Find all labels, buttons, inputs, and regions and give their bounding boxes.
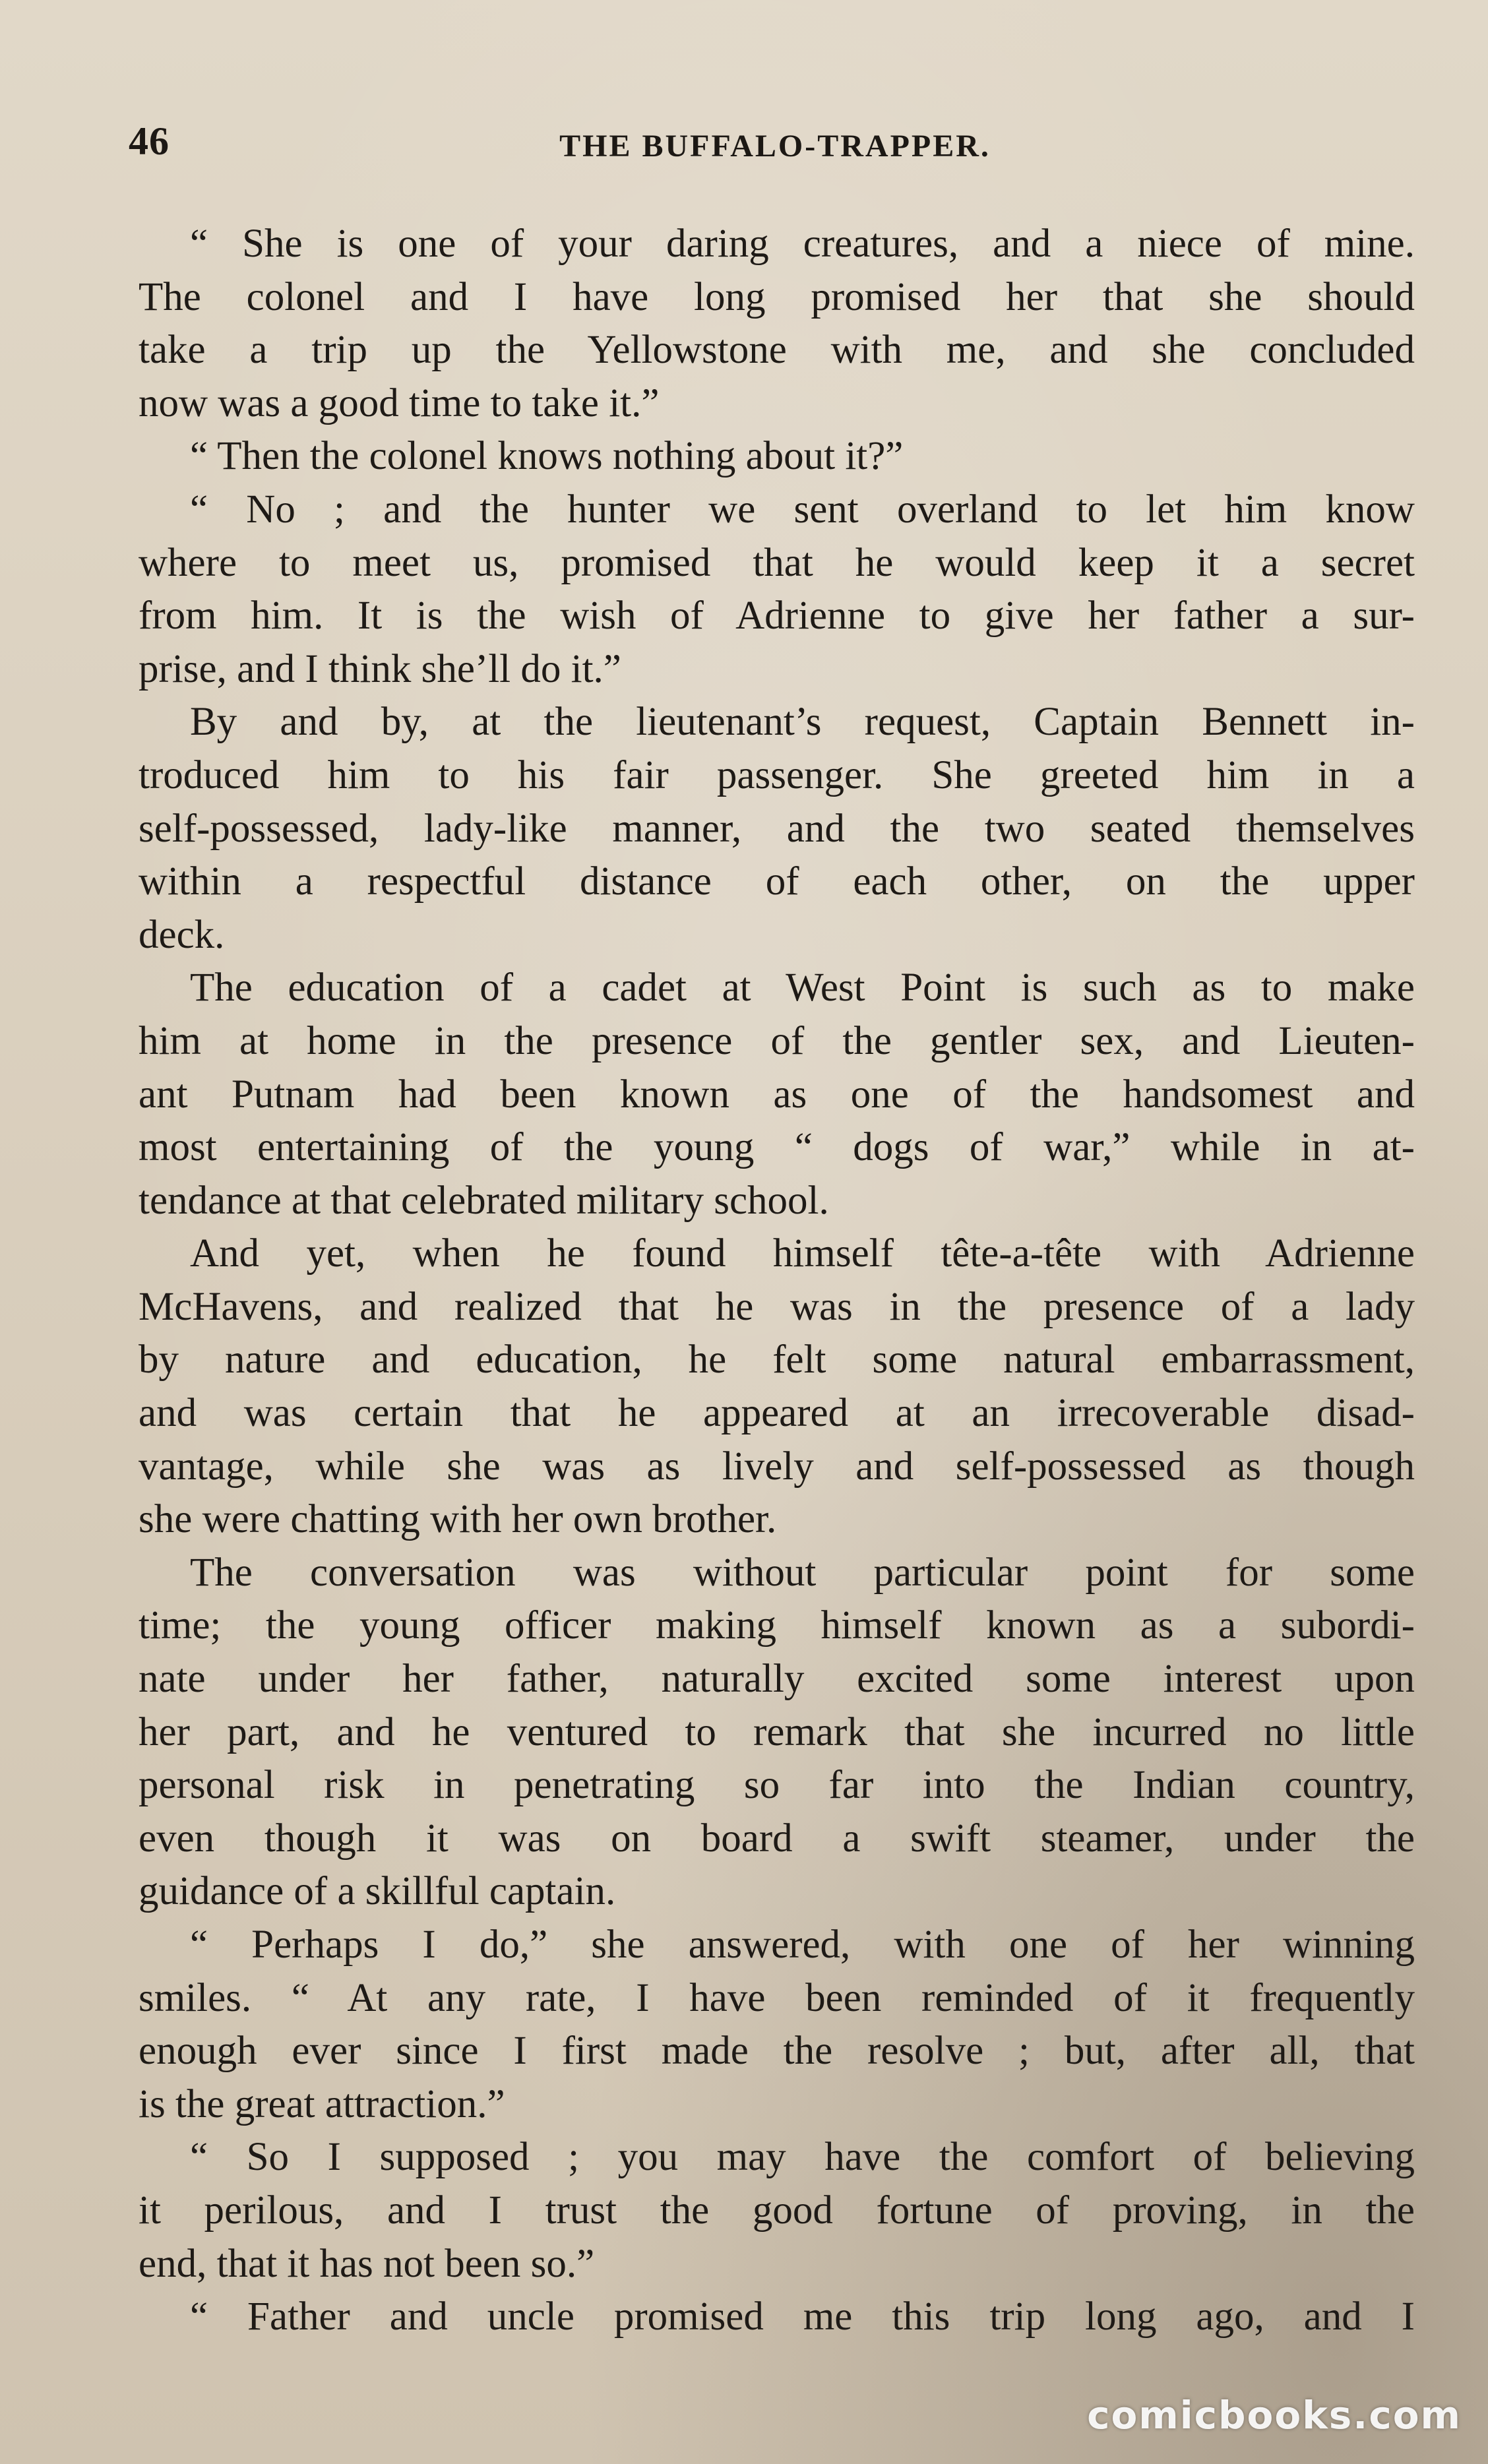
body-text: [139, 218, 1415, 2344]
text-line: The education of a cadet at West Point is such as to make: [190, 966, 1415, 1010]
text-line: The conversation was without particular point for some: [190, 1550, 1415, 1595]
text-line: McHavens, and realized that he was in the presence of a lady: [139, 1284, 1415, 1329]
text-line: And yet, when he found himself tête-a-tête with Adrienne: [190, 1231, 1415, 1276]
text-line: “ Perhaps I do,” she answered, with one of her winning: [190, 1923, 1415, 1967]
text-line: prise, and I think she’ll do it.”: [139, 646, 621, 691]
paragraph: [139, 218, 1415, 430]
text-line: “ So I supposed ; you may have the comfort of believing: [190, 2135, 1415, 2180]
text-line: The colonel and I have long promised her that she should: [139, 274, 1415, 319]
text-line: take a trip up the Yellowstone with me, and she concluded: [139, 328, 1415, 373]
paragraph: [139, 1547, 1415, 1919]
paragraph: [139, 2131, 1415, 2291]
text-line: by nature and education, he felt some natural embarrassment,: [139, 1338, 1415, 1382]
text-line: her part, and he ventured to remark that she incurred no little: [139, 1709, 1415, 1754]
text-line: from him. It is the wish of Adrienne to give her father a sur-: [139, 594, 1415, 638]
text-line: troduced him to his fair passenger. She greeted him in a: [139, 753, 1415, 797]
paragraph: [139, 1919, 1415, 2131]
paragraph: [139, 2291, 1415, 2344]
paragraph: [139, 696, 1415, 962]
text-line: where to meet us, promised that he would keep it a secret: [139, 540, 1415, 585]
watermark: comicbooks.com: [1087, 2393, 1462, 2438]
text-line: self-possessed, lady-like manner, and the two seated themselves: [139, 806, 1415, 851]
text-line: smiles. “ At any rate, I have been reminded of it frequently: [139, 1975, 1415, 2020]
text-line: and was certain that he appeared at an irrecoverable disad-: [139, 1391, 1415, 1436]
text-line: personal risk in penetrating so far into the Indian country,: [139, 1763, 1415, 1808]
text-line: now was a good time to take it.”: [139, 381, 660, 425]
paragraph: [139, 962, 1415, 1227]
text-line: “ She is one of your daring creatures, and a niece of mine.: [190, 222, 1415, 266]
text-line: end, that it has not been so.”: [139, 2241, 595, 2286]
text-line: time; the young officer making himself known as a subordi-: [139, 1603, 1415, 1648]
running-head: THE BUFFALO-TRAPPER.: [559, 129, 991, 164]
paragraph: [139, 1227, 1415, 1547]
text-line: tendance at that celebrated military school.: [139, 1178, 829, 1223]
text-line: within a respectful distance of each other, on the upper: [139, 859, 1415, 904]
text-line: deck.: [139, 912, 225, 957]
text-line: is the great attraction.”: [139, 2081, 505, 2126]
text-line: ant Putnam had been known as one of the handsomest and: [139, 1072, 1415, 1117]
text-line: “ Then the colonel knows nothing about it?”: [190, 434, 904, 479]
text-line: it perilous, and I trust the good fortune of proving, in the: [139, 2188, 1415, 2233]
text-line: enough ever since I first made the resolve ; but, after all, that: [139, 2029, 1415, 2074]
text-line: vantage, while she was as lively and self-possessed as though: [139, 1444, 1415, 1489]
text-line: “ Father and uncle promised me this trip long ago, and I: [190, 2295, 1415, 2339]
text-line: guidance of a skillful captain.: [139, 1869, 616, 1914]
text-line: nate under her father, naturally excited some interest upon: [139, 1657, 1415, 1702]
text-line: most entertaining of the young “ dogs of war,” while in at-: [139, 1125, 1415, 1170]
text-line: “ No ; and the hunter we sent overland to let him know: [190, 487, 1415, 532]
text-line: she were chatting with her own brother.: [139, 1497, 777, 1542]
text-line: By and by, at the lieutenant’s request, Captain Bennett in-: [190, 700, 1415, 745]
paragraph: [139, 483, 1415, 696]
text-line: even though it was on board a swift steamer, under the: [139, 1816, 1415, 1861]
paragraph: [139, 430, 1415, 483]
text-line: him at home in the presence of the gentler sex, and Lieuten-: [139, 1018, 1415, 1063]
page-header: [129, 119, 1421, 171]
page-number: 46: [129, 119, 170, 163]
